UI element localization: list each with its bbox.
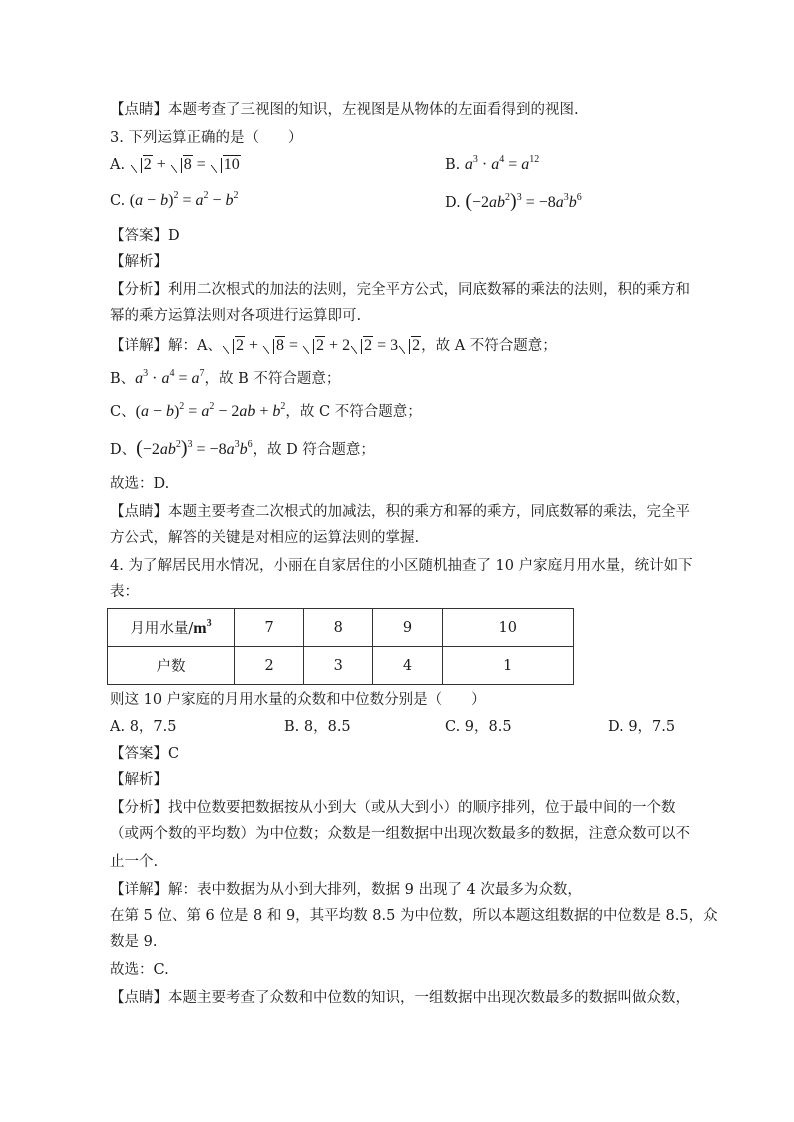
q3-fenxi-1: 【分析】利用二次根式的加法的法则，完全平方公式，同底数幂的乘法的法则，积的乘方和 [110, 282, 690, 298]
q3-option-b-formula: $a^3 \cdot a^4 = a^{12}$ [464, 154, 540, 173]
water-usage-table [107, 608, 574, 685]
q4-option-a: A. 8，7.5 [110, 719, 177, 735]
table-cell: 8 [304, 609, 373, 647]
q3-dianjing-2: 方公式，解答的关键是对相应的运算法则的掌握. [110, 530, 420, 546]
q4-xiangjie-2: 在第 5 位、第 6 位是 8 和 9，其平均数 8.5 为中位数，所以本题这组数据的中位数是 8.5，众 [110, 908, 718, 924]
q3-xiangjie-c [110, 402, 422, 422]
q3-xiangjie-b [110, 369, 340, 389]
q4-fenxi-1: 【分析】找中位数要把数据按从小到大（或从大到小）的顺序排列，位于最中间的一个数 [110, 800, 676, 816]
q4-fenxi-3: 止一个. [110, 854, 159, 870]
q4-answer: 【答案】C [110, 746, 180, 762]
q3-xiangjie-b-tail: ，故 B 不符合题意； [204, 371, 341, 387]
table-cell: 9 [373, 609, 442, 647]
q4-choose: 故选：C. [110, 962, 169, 978]
q3-option-d [445, 191, 582, 213]
table-header-cell: 户数 [108, 647, 235, 685]
q3-option-c-label: C. [110, 193, 126, 209]
q4-xiangjie-1: 【详解】解：表中数据为从小到大排列，数据 9 出现了 4 次最多为众数， [110, 882, 582, 898]
q3-xiangjie-d-tail: ，故 D 符合题意； [252, 442, 375, 458]
q3-xiangjie-a [110, 336, 557, 356]
q4-question: 则这 10 户家庭的月用水量的众数和中位数分别是（ ） [110, 692, 486, 708]
q3-analysis: 【解析】 [110, 254, 168, 270]
q3-fenxi-2: 幂的乘方运算法则对各项进行运算即可. [110, 308, 362, 324]
q4-fenxi-2: （或两个数的平均数）为中位数；众数是一组数据中出现次数最多的数据，注意众数可以不 [110, 826, 690, 842]
q3-option-d-label: D. [445, 195, 461, 211]
q3-xiangjie-c-tail: ，故 C 不符合题意； [285, 404, 422, 420]
q3-stem: 3. 下列运算正确的是（ ） [110, 130, 303, 146]
dianjing-prev: 【点睛】本题考查了三视图的知识，左视图是从物体的左面看得到的视图. [110, 102, 579, 118]
table-row [108, 609, 574, 647]
table-row [108, 647, 574, 685]
q3-xiangjie-a-formula: 2 + 8 = 2 + 2 2 = 3 2 [222, 337, 421, 354]
q3-choose: 故选：D. [110, 476, 170, 492]
q3-dianjing-1: 【点睛】本题主要考查二次根式的加减法，积的乘方和幂的乘方，同底数幂的乘法，完全平 [110, 504, 690, 520]
q3-xiangjie-d-formula: $(-2ab^2)^3 = -8a^3b^6$ [136, 437, 253, 459]
q3-option-b [445, 155, 539, 175]
q3-option-a [110, 155, 241, 175]
q3-option-c [110, 191, 239, 211]
q4-stem-1: 4. 为了解居民用水情况，小丽在自家居住的小区随机抽查了 10 户家庭月用水量，统计如下 [110, 558, 693, 574]
q4-analysis: 【解析】 [110, 772, 168, 788]
q3-xiangjie-prefix: 【详解】解：A、 [110, 338, 222, 354]
q3-xiangjie-b-prefix: B、 [110, 371, 136, 387]
q4-option-c: C. 9，8.5 [445, 719, 512, 735]
q4-dianjing-1: 【点睛】本题主要考查了众数和中位数的知识，一组数据中出现次数最多的数据叫做众数， [110, 990, 690, 1006]
q3-answer: 【答案】D [110, 228, 180, 244]
q4-option-d: D. 9，7.5 [608, 719, 676, 735]
q4-option-b: B. 8，8.5 [284, 719, 351, 735]
q3-option-d-formula: $(-2ab^2)^3 = -8a^3b^6$ [465, 190, 582, 212]
q3-xiangjie-b-formula: $a^3 \cdot a^4 = a^7$ [135, 368, 205, 387]
q4-stem-2: 表： [110, 584, 139, 600]
table-header-unit-exp: 3 [206, 618, 212, 629]
table-header-unit-m: m [193, 620, 207, 637]
table-header-cell [108, 609, 235, 647]
q4-xiangjie-3: 数是 9. [110, 934, 158, 950]
table-header-unit [193, 620, 211, 637]
q3-option-b-label: B. [445, 157, 461, 173]
table-cell: 4 [373, 647, 442, 685]
q4-options [110, 717, 690, 737]
q3-option-a-label: A. [110, 157, 126, 173]
q3-xiangjie-d [110, 438, 375, 460]
table-cell: 7 [235, 609, 304, 647]
q3-option-c-formula: $(a - b)^2 = a^2 - b^2$ [129, 190, 239, 209]
table-cell: 10 [442, 609, 573, 647]
q3-xiangjie-c-prefix: C、 [110, 404, 136, 420]
q3-xiangjie-d-prefix: D、 [110, 442, 137, 458]
table-cell: 1 [442, 647, 573, 685]
table-header-text: 月用水量/ [130, 621, 194, 637]
q3-option-a-formula: 2 + 8 = 10 [130, 156, 241, 173]
q3-xiangjie-c-formula: $(a - b)^2 = a^2 - 2ab + b^2$ [135, 401, 286, 420]
table-cell: 3 [304, 647, 373, 685]
table-cell: 2 [235, 647, 304, 685]
q3-xiangjie-a-tail: ，故 A 不符合题意； [421, 338, 557, 354]
